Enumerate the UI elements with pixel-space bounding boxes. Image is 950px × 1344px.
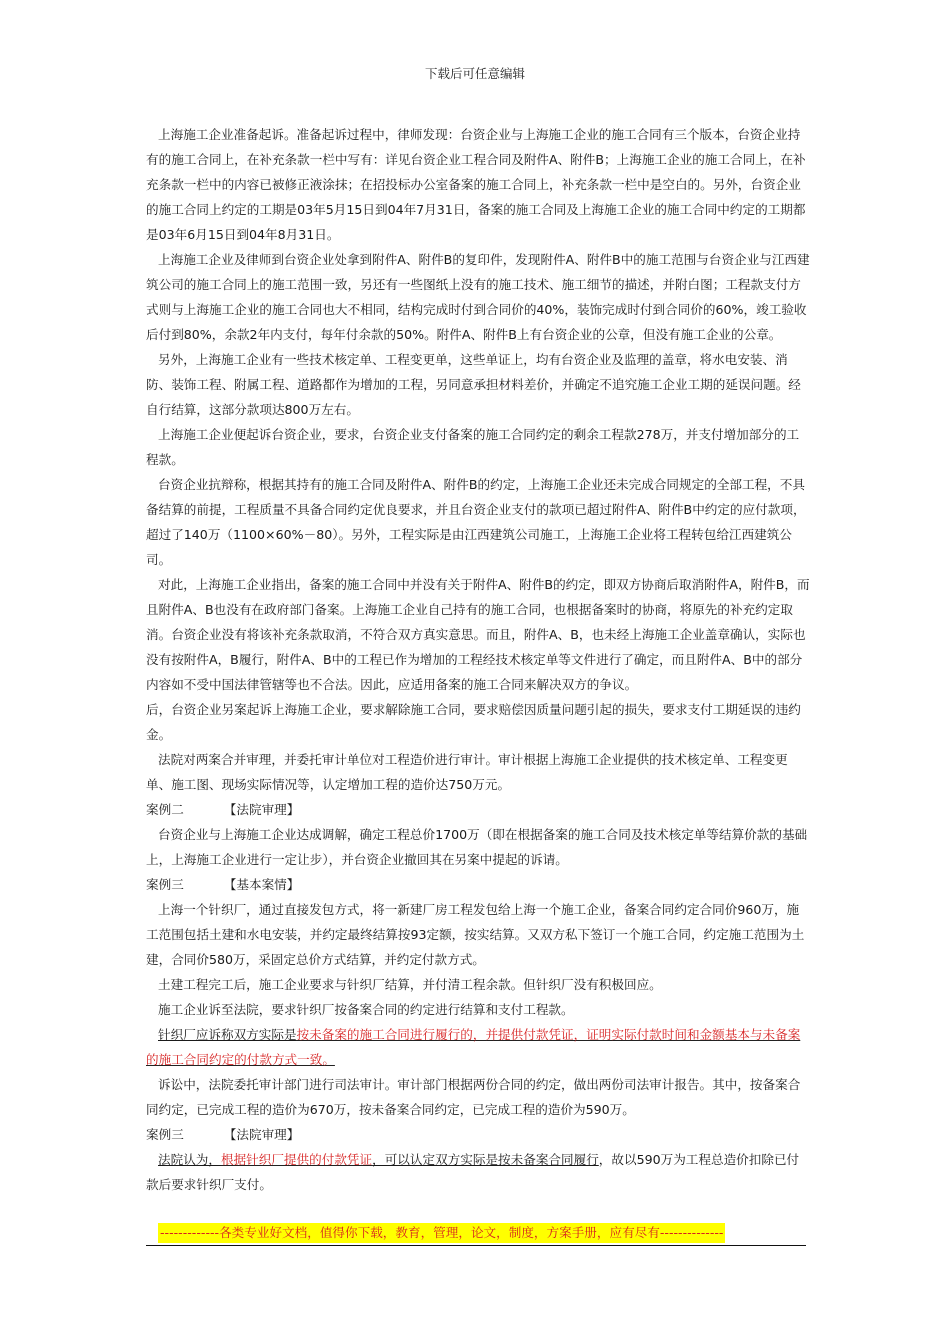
paragraph: 土建工程完工后，施工企业要求与针织厂结算，并付清工程余款。但针织厂没有积极回应。	[158, 977, 662, 992]
case-label: 案例二	[146, 802, 184, 817]
paragraph: 上海一个针织厂，通过直接发包方式，将一新建厂房工程发包给上海一个施工企业，备案合同约定合同价960万，施工范围包括土建和水电安装，并约定最终结算按93定额，按实结算。又双方私下签订一个施工合同，约定施工范围为土建，合同价580万，采固定总价方式结算，并约定付款方式。	[146, 902, 805, 967]
court-text: ，故以590万为工程总造价扣除已付款后要求针织厂支付。	[146, 1152, 800, 1192]
case-heading	[146, 797, 810, 822]
paragraph: 法院对两案合并审理，并委托审计单位对工程造价进行审计。审计根据上海施工企业提供的技术核定单、工程变更单、施工图、现场实际情况等，认定增加工程的造价达750万元。	[146, 752, 788, 792]
case-label: 案例三	[146, 1127, 184, 1142]
court-text: ，可以认定双方实际是按未备案合同履行	[372, 1152, 599, 1167]
case-heading	[146, 872, 810, 897]
defense-paragraph	[146, 1022, 810, 1072]
document-body	[146, 122, 810, 1197]
paragraph: 上海施工企业便起诉台资企业，要求，台资企业支付备案的施工合同约定的剩余工程款278万，并支付增加部分的工程款。	[146, 427, 800, 467]
paragraph: 对此，上海施工企业指出，备案的施工合同中并没有关于附件A、附件B的约定，即双方协商后取消附件A，附件B，而且附件A、B也没有在政府部门备案。上海施工企业自己持有的施工合同，也根据备案时的协商，将原先的补充约定取消。台资企业没有将该补充条款取消，不符合双方真实意思。而且，附件A、B，也未经上海施工企业盖章确认，实际也没有按附件A，B履行，附件A、B中的工程已作为增加的工程经技术核定单等文件进行了确定，而且附件A、B中的部分内容如不受中国法律管辖等也不合法。因此，应适用备案的施工合同来解决双方的争议。	[146, 577, 810, 692]
paragraph: 上海施工企业准备起诉。准备起诉过程中，律师发现：台资企业与上海施工企业的施工合同有三个版本，台资企业持有的施工合同上，在补充条款一栏中写有：详见台资企业工程合同及附件A、附件B；上海施工企业的施工合同上，在补充条款一栏中的内容已被修正液涂抹；在招投标办公室备案的施工合同上，补充条款一栏中是空白的。另外，台资企业的施工合同上约定的工期是03年5月15日到04年7月31日，备案的施工合同及上海施工企业的施工合同中约定的工期都是03年6月15日到04年8月31日。	[146, 127, 806, 242]
footer-banner	[146, 1222, 806, 1246]
paragraph: 施工企业诉至法院，要求针织厂按备案合同的约定进行结算和支付工程款。	[158, 1002, 574, 1017]
case-section: 【法院审理】	[223, 1127, 300, 1142]
court-text: 法院认为，	[158, 1152, 221, 1167]
paragraph: 后，台资企业另案起诉上海施工企业，要求解除施工合同，要求赔偿因质量问题引起的损失，要求支付工期延误的违约金。	[146, 702, 801, 742]
paragraph: 台资企业与上海施工企业达成调解，确定工程总价1700万（即在根据备案的施工合同及技术核定单等结算价款的基础上，上海施工企业进行一定让步），并台资企业撤回其在另案中提起的诉请。	[146, 827, 808, 867]
page-header: 下载后可任意编辑	[424, 66, 525, 81]
case-section: 【基本案情】	[223, 877, 300, 892]
paragraph: 上海施工企业及律师到台资企业处拿到附件A、附件B的复印件，发现附件A、附件B中的施工范围与台资企业与江西建筑公司的施工合同上的施工范围一致，另还有一些图纸上没有的施工技术、施工细节的描述，并附白图；工程款支付方式则与上海施工企业的施工合同也大不相同，结构完成时付到合同价的40%，装饰完成时付到合同价的60%，竣工验收后付到80%，余款2年内支付，每年付余款的50%。附件A、附件B上有台资企业的公章，但没有施工企业的公章。	[146, 252, 810, 342]
defense-highlight: 按未备案的施工合同进行履行的，并提供付款凭证，证明实际付款时间和金额基本与未备案的施工合同约定的付款方式一致。	[146, 1027, 801, 1067]
paragraph: 台资企业抗辩称，根据其持有的施工合同及附件A、附件B的约定，上海施工企业还未完成合同规定的全部工程，不具备结算的前提，工程质量不具备合同约定优良要求，并且台资企业支付的款项已超过附件A、附件B中约定的应付款项，超过了140万（1100×60%－80）。另外，工程实际是由江西建筑公司施工，上海施工企业将工程转包给江西建筑公司。	[146, 477, 806, 567]
paragraph: 诉讼中，法院委托审计部门进行司法审计。审计部门根据两份合同的约定，做出两份司法审计报告。其中，按备案合同约定，已完成工程的造价为670万，按未备案合同约定，已完成工程的造价为590万。	[146, 1077, 801, 1117]
case-heading	[146, 1122, 810, 1147]
case-label: 案例三	[146, 877, 184, 892]
case-section: 【法院审理】	[223, 802, 300, 817]
banner-text: -------------各类专业好文档，值得你下载，教育，管理，论文，制度，方案手册，应有尽有--------------	[158, 1223, 725, 1243]
paragraph: 另外，上海施工企业有一些技术核定单、工程变更单，这些单证上，均有台资企业及监理的盖章，将水电安装、消防、装饰工程、附属工程、道路都作为增加的工程，另同意承担材料差价，并确定不追究施工企业工期的延误问题。经自行结算，这部分款项达800万左右。	[146, 352, 801, 417]
court-paragraph	[146, 1147, 810, 1197]
court-highlight: 根据针织厂提供的付款凭证	[220, 1152, 373, 1167]
defense-text: 针织厂应诉称双方实际是	[158, 1027, 297, 1042]
